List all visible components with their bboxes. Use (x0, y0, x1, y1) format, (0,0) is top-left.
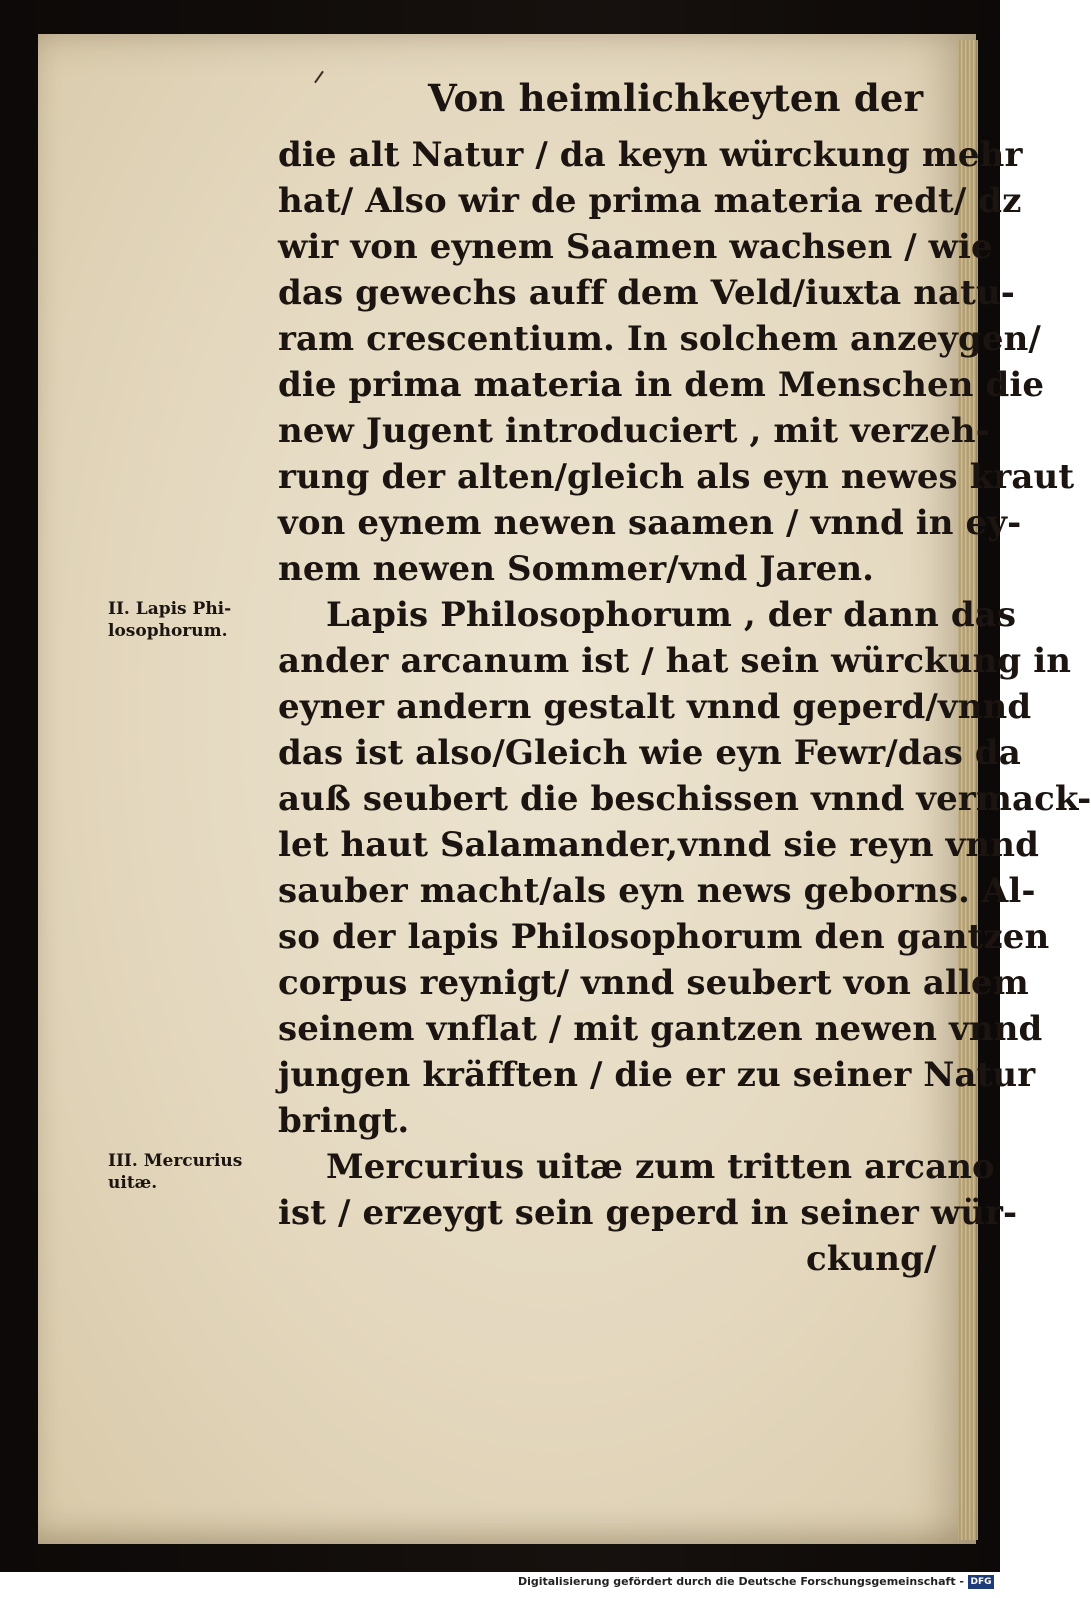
funding-credit: Digitalisierung gefördert durch die Deutsche Forschungsgemeinschaft - (517, 1575, 964, 1588)
margin-note-lapis (108, 598, 231, 642)
text-line: die prima materia in dem Menschen die (278, 365, 1045, 405)
margin-note-line: uitæ. (108, 1173, 158, 1193)
margin-note-line: losophorum. (108, 621, 228, 641)
text-line: ram crescentium. In solchem anzeygen/ (278, 319, 1041, 359)
text-line: jungen kräfften / die er zu seiner Natur (278, 1055, 1036, 1095)
text-line: wir von eynem Saamen wachsen / wie (278, 227, 993, 267)
text-line: das ist also/Gleich wie eyn Fewr/das da (278, 733, 1021, 773)
text-line: ckung/ (806, 1239, 937, 1279)
text-line: so der lapis Philosophorum den gantzen (278, 917, 1050, 957)
text-line: ist / erzeygt sein geperd in seiner wür- (278, 1193, 1018, 1233)
text-line: rung der alten/gleich als eyn newes kraut (278, 457, 1075, 497)
text-line: Mercurius uitæ zum tritten arcano (326, 1147, 995, 1187)
text-line: let haut Salamander,vnnd sie reyn vnnd (278, 825, 1039, 865)
text-line: nem newen Sommer/vnd Jaren. (278, 549, 875, 589)
text-line: das gewechs auff dem Veld/iuxta natu- (278, 273, 1016, 313)
text-line: eyner andern gestalt vnnd geperd/vnnd (278, 687, 1032, 727)
text-line: von eynem newen saamen / vnnd in ey- (278, 503, 1022, 543)
text-line: corpus reynigt/ vnnd seubert von allem (278, 963, 1029, 1003)
text-line: hat/ Also wir de prima materia redt/ dz (278, 181, 1022, 221)
text-line: bringt. (278, 1101, 410, 1141)
text-line: ander arcanum ist / hat sein würckung in (278, 641, 1072, 681)
text-line: new Jugent introduciert , mit verzeh- (278, 411, 990, 451)
text-line: sauber macht/als eyn news geborns. Al- (278, 871, 1036, 911)
margin-note-line: II. Lapis Phi- (108, 599, 232, 619)
text-line: seinem vnflat / mit gantzen newen vnnd (278, 1009, 1043, 1049)
margin-note-mercurius (108, 1150, 242, 1194)
text-line: auß seubert die beschissen vnnd vermack- (278, 779, 1091, 819)
text-line: Lapis Philosophorum , der dann das (326, 595, 1017, 635)
text-line: die alt Natur / da keyn würckung mehr (278, 135, 1023, 175)
margin-note-line: III. Mercurius (108, 1151, 243, 1171)
running-head: Von heimlichkeyten der (428, 76, 924, 120)
dfg-logo: DFG (968, 1575, 994, 1589)
